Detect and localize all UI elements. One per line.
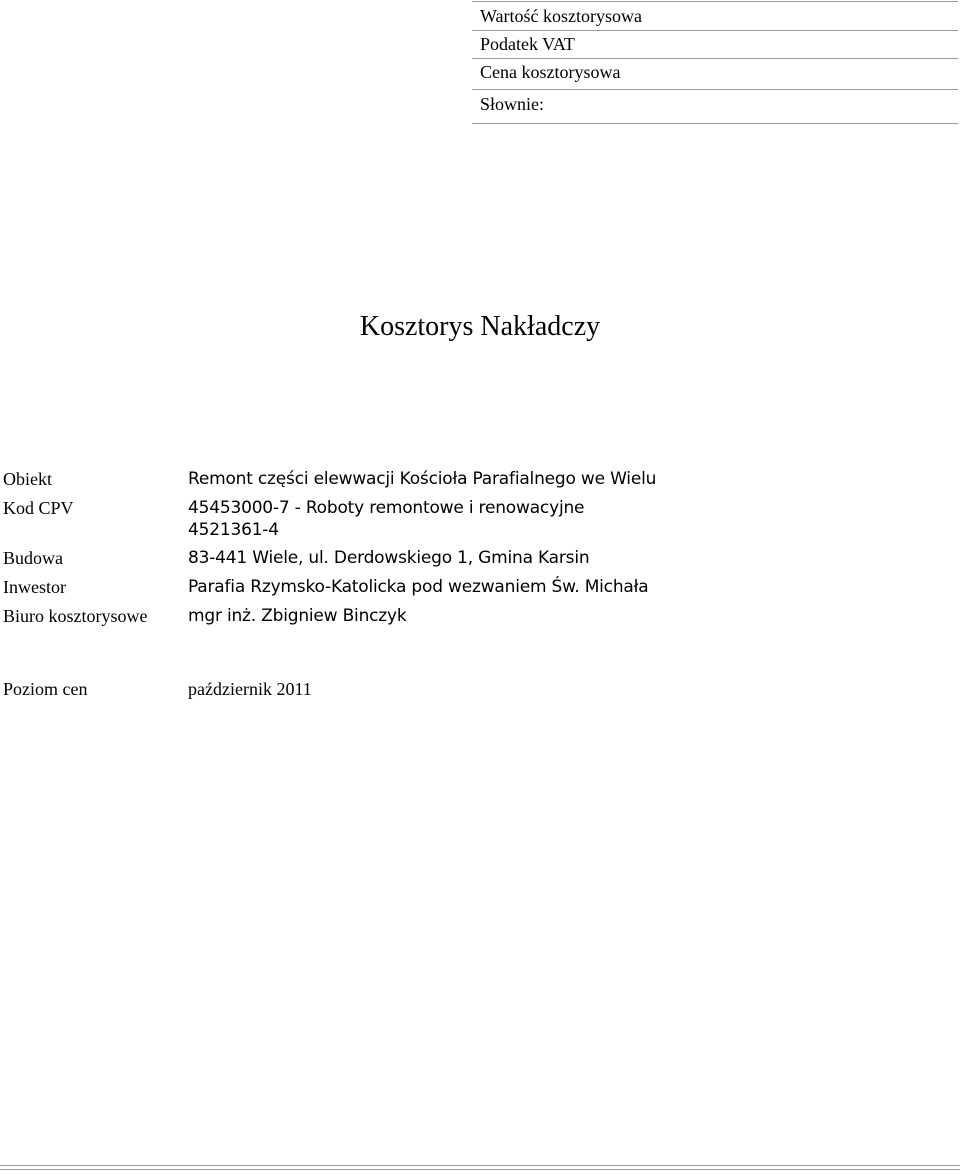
obiekt-label: Obiekt	[3, 469, 52, 489]
slownie-label: Słownie:	[480, 94, 545, 114]
obiekt-value: Remont części elewwacji Kościoła Parafialnego we Wielu	[188, 469, 657, 489]
summary-divider	[472, 89, 958, 90]
inwestor-label: Inwestor	[3, 577, 66, 597]
document-title: Kosztorys Nakładczy	[359, 311, 601, 342]
summary-divider	[472, 58, 958, 59]
biuro-kosztorysowe-label: Biuro kosztorysowe	[3, 606, 148, 626]
inwestor-value: Parafia Rzymsko-Katolicka pod wezwaniem Św. Michała	[188, 577, 649, 597]
summary-divider	[472, 30, 958, 31]
biuro-kosztorysowe-value: mgr inż. Zbigniew Binczyk	[188, 606, 407, 626]
summary-box	[472, 0, 958, 124]
summary-divider	[472, 123, 958, 124]
footer-rule	[0, 1165, 960, 1166]
wartosc-kosztorysowa-label: Wartość kosztorysowa	[480, 6, 643, 26]
kod-cpv-value-secondary: 4521361-4	[188, 520, 279, 540]
footer-rule	[0, 1169, 960, 1170]
budowa-label: Budowa	[3, 548, 63, 568]
cena-kosztorysowa-label: Cena kosztorysowa	[480, 62, 621, 82]
poziom-cen-label: Poziom cen	[3, 679, 88, 699]
kod-cpv-label: Kod CPV	[3, 498, 74, 518]
poziom-cen-value: październik 2011	[188, 679, 312, 699]
kod-cpv-value: 45453000-7 - Roboty remontowe i renowacyjne	[188, 498, 585, 518]
budowa-value: 83-441 Wiele, ul. Derdowskiego 1, Gmina Karsin	[188, 548, 590, 568]
podatek-vat-label: Podatek VAT	[480, 34, 575, 54]
summary-divider	[472, 1, 958, 2]
